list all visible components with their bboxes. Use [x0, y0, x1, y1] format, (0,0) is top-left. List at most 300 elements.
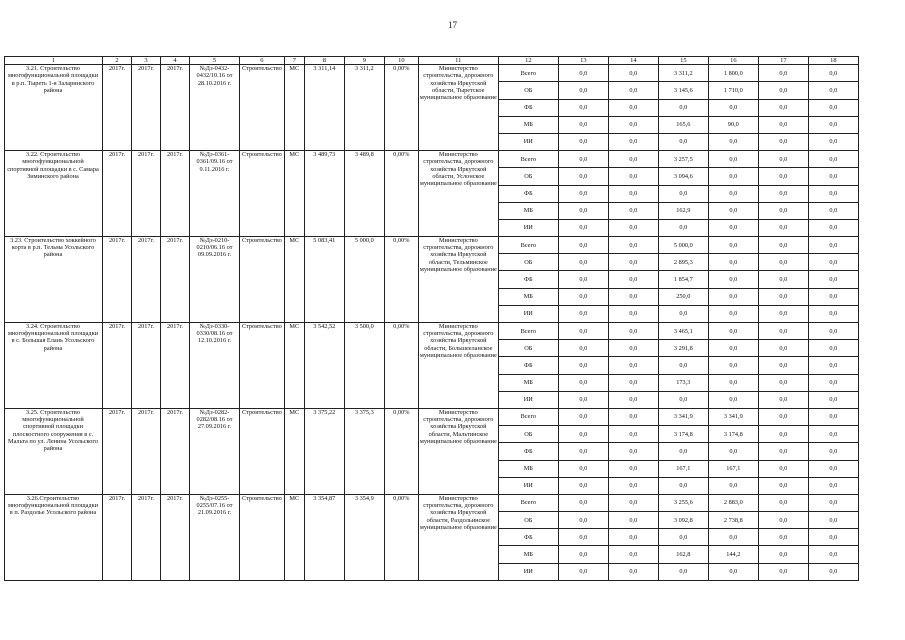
amount-cell: 0,0 [808, 546, 858, 563]
funding-source: ИИ [498, 477, 558, 494]
readiness-percent: 0,00% [384, 151, 418, 237]
amount-cell: 0,0 [758, 460, 808, 477]
amount-cell: 3 291,8 [658, 340, 708, 357]
amount-cell: 0,0 [758, 408, 808, 425]
amount-cell: 90,0 [708, 116, 758, 133]
amount-cell: 1 710,0 [708, 82, 758, 99]
amount-cell: 2 883,0 [708, 494, 758, 511]
funding-source: ИИ [498, 563, 558, 580]
amount-cell: 0,0 [608, 563, 658, 580]
amount-cell: 0,0 [708, 391, 758, 408]
amount-cell: 0,0 [608, 219, 658, 236]
column-header: 16 [708, 57, 758, 65]
funding-source: ОБ [498, 82, 558, 99]
amount-cell: 0,0 [608, 185, 658, 202]
expertise-conclusion: №Дз-0210-0210/06.16 от 09.09.2016 г. [190, 237, 240, 323]
column-header: 8 [304, 57, 344, 65]
status-cell: МС [284, 323, 304, 409]
amount-cell: 1 800,0 [708, 65, 758, 82]
estimated-cost: 3 354,87 [304, 494, 344, 580]
amount-cell: 0,0 [558, 254, 608, 271]
amount-cell: 3 257,5 [658, 151, 708, 168]
amount-cell: 0,0 [708, 357, 758, 374]
funding-source: ИИ [498, 305, 558, 322]
amount-cell: 0,0 [808, 529, 858, 546]
amount-cell: 0,0 [558, 512, 608, 529]
amount-cell: 0,0 [758, 563, 808, 580]
amount-cell: 0,0 [558, 219, 608, 236]
year-cell: 2017г. [132, 65, 161, 151]
limit-cell: 3 489,8 [344, 151, 384, 237]
year-cell: 2017г. [161, 408, 190, 494]
amount-cell: 0,0 [758, 494, 808, 511]
amount-cell: 3 341,9 [708, 408, 758, 425]
amount-cell: 0,0 [608, 374, 658, 391]
amount-cell: 0,0 [658, 305, 708, 322]
amount-cell: 0,0 [558, 237, 608, 254]
column-header: 18 [808, 57, 858, 65]
funding-source: Всего [498, 237, 558, 254]
amount-cell: 0,0 [708, 443, 758, 460]
limit-cell: 3 375,3 [344, 408, 384, 494]
object-name: 3.26.Строительство многофункциональной площадки в п. Раздолье Усольского района [5, 494, 103, 580]
amount-cell: 0,0 [558, 374, 608, 391]
funding-source: Всего [498, 494, 558, 511]
object-name: 3.21. Строительство многофункциональной площадки в р.п. Тыреть 1-я Заларинского района [5, 65, 103, 151]
work-type: Строительство [240, 65, 285, 151]
amount-cell: 0,0 [708, 305, 758, 322]
amount-cell: 0,0 [558, 460, 608, 477]
amount-cell: 0,0 [658, 133, 708, 150]
status-cell: МС [284, 494, 304, 580]
amount-cell: 0,0 [558, 529, 608, 546]
funding-source: МБ [498, 202, 558, 219]
amount-cell: 0,0 [708, 237, 758, 254]
amount-cell: 0,0 [758, 340, 808, 357]
amount-cell: 0,0 [808, 460, 858, 477]
amount-cell: 3 174,8 [708, 426, 758, 443]
amount-cell: 0,0 [708, 151, 758, 168]
estimated-cost: 3 542,52 [304, 323, 344, 409]
amount-cell: 2 738,8 [708, 512, 758, 529]
year-cell: 2017г. [132, 494, 161, 580]
funding-source: МБ [498, 374, 558, 391]
amount-cell: 0,0 [808, 65, 858, 82]
amount-cell: 0,0 [708, 99, 758, 116]
amount-cell: 0,0 [558, 271, 608, 288]
amount-cell: 0,0 [758, 512, 808, 529]
funding-source: ФБ [498, 99, 558, 116]
amount-cell: 3 094,6 [658, 168, 708, 185]
header-row [5, 57, 859, 65]
estimated-cost: 3 489,73 [304, 151, 344, 237]
amount-cell: 0,0 [758, 219, 808, 236]
status-cell: МС [284, 408, 304, 494]
funding-source: ФБ [498, 357, 558, 374]
year-cell: 2017г. [161, 494, 190, 580]
estimated-cost: 3 311,14 [304, 65, 344, 151]
amount-cell: 0,0 [758, 99, 808, 116]
amount-cell: 0,0 [758, 254, 808, 271]
funding-source: ИИ [498, 219, 558, 236]
amount-cell: 0,0 [608, 323, 658, 340]
funding-source: МБ [498, 546, 558, 563]
amount-cell: 0,0 [758, 323, 808, 340]
amount-cell: 0,0 [758, 237, 808, 254]
funding-source: ОБ [498, 426, 558, 443]
amount-cell: 0,0 [708, 323, 758, 340]
work-type: Строительство [240, 237, 285, 323]
column-header: 6 [240, 57, 285, 65]
amount-cell: 3 255,6 [658, 494, 708, 511]
readiness-percent: 0,00% [384, 323, 418, 409]
amount-cell: 0,0 [658, 563, 708, 580]
funding-source: ОБ [498, 340, 558, 357]
column-header: 5 [190, 57, 240, 65]
amount-cell: 0,0 [708, 529, 758, 546]
amount-cell: 0,0 [758, 374, 808, 391]
amount-cell: 0,0 [558, 133, 608, 150]
amount-cell: 0,0 [558, 391, 608, 408]
amount-cell: 0,0 [658, 99, 708, 116]
amount-cell: 0,0 [558, 357, 608, 374]
amount-cell: 0,0 [808, 202, 858, 219]
expertise-conclusion: №Дз-0255-0255/07.16 от 21.09.2016 г. [190, 494, 240, 580]
column-header: 11 [418, 57, 498, 65]
work-type: Строительство [240, 494, 285, 580]
year-cell: 2017г. [103, 65, 132, 151]
amount-cell: 0,0 [808, 426, 858, 443]
funding-source: МБ [498, 288, 558, 305]
estimated-cost: 5 083,41 [304, 237, 344, 323]
expertise-conclusion: №Дз-0361-0361/09.16 от 9.11.2016 г. [190, 151, 240, 237]
amount-cell: 0,0 [758, 168, 808, 185]
amount-cell: 3 174,8 [658, 426, 708, 443]
amount-cell: 0,0 [808, 168, 858, 185]
amount-cell: 0,0 [608, 271, 658, 288]
amount-cell: 0,0 [558, 65, 608, 82]
readiness-percent: 0,00% [384, 408, 418, 494]
amount-cell: 0,0 [708, 374, 758, 391]
amount-cell: 0,0 [608, 151, 658, 168]
year-cell: 2017г. [132, 323, 161, 409]
funding-source: ФБ [498, 443, 558, 460]
amount-cell: 0,0 [758, 271, 808, 288]
amount-cell: 0,0 [758, 357, 808, 374]
amount-cell: 0,0 [808, 271, 858, 288]
amount-cell: 0,0 [758, 443, 808, 460]
amount-cell: 0,0 [808, 185, 858, 202]
status-cell: МС [284, 151, 304, 237]
amount-cell: 0,0 [808, 254, 858, 271]
amount-cell: 1 854,7 [658, 271, 708, 288]
amount-cell: 0,0 [608, 426, 658, 443]
funding-source: Всего [498, 408, 558, 425]
amount-cell: 5 000,0 [658, 237, 708, 254]
amount-cell: 0,0 [758, 546, 808, 563]
amount-cell: 0,0 [558, 168, 608, 185]
amount-cell: 167,1 [708, 460, 758, 477]
limit-cell: 3 500,0 [344, 323, 384, 409]
funding-source: ОБ [498, 168, 558, 185]
status-cell: МС [284, 65, 304, 151]
amount-cell: 0,0 [608, 288, 658, 305]
amount-cell: 0,0 [808, 323, 858, 340]
amount-cell: 0,0 [758, 391, 808, 408]
amount-cell: 0,0 [558, 82, 608, 99]
amount-cell: 3 145,6 [658, 82, 708, 99]
column-header: 1 [5, 57, 103, 65]
amount-cell: 0,0 [808, 237, 858, 254]
responsible-agency: Министерство строительства, дорожного хозяйства Иркутской области, Тельминское муниципальное образование [418, 237, 498, 323]
year-cell: 2017г. [132, 151, 161, 237]
responsible-agency: Министерство строительства, дорожного хозяйства Иркутской области, Тыретское муниципальное образование [418, 65, 498, 151]
amount-cell: 0,0 [608, 99, 658, 116]
work-type: Строительство [240, 151, 285, 237]
amount-cell: 0,0 [758, 151, 808, 168]
column-header: 10 [384, 57, 418, 65]
amount-cell: 0,0 [608, 168, 658, 185]
amount-cell: 0,0 [608, 357, 658, 374]
amount-cell: 3 311,2 [658, 65, 708, 82]
amount-cell: 0,0 [708, 563, 758, 580]
year-cell: 2017г. [103, 151, 132, 237]
work-type: Строительство [240, 323, 285, 409]
amount-cell: 0,0 [608, 443, 658, 460]
amount-cell: 3 092,8 [658, 512, 708, 529]
amount-cell: 0,0 [758, 529, 808, 546]
status-cell: МС [284, 237, 304, 323]
amount-cell: 0,0 [808, 391, 858, 408]
funding-source: ФБ [498, 185, 558, 202]
amount-cell: 0,0 [558, 426, 608, 443]
amount-cell: 162,9 [658, 202, 708, 219]
amount-cell: 0,0 [658, 391, 708, 408]
limit-cell: 5 000,0 [344, 237, 384, 323]
amount-cell: 0,0 [608, 512, 658, 529]
table-row [5, 151, 859, 168]
object-name: 3.23. Строительство хоккейного корта в р.п. Тельма Усольского района [5, 237, 103, 323]
amount-cell: 0,0 [658, 443, 708, 460]
amount-cell: 0,0 [558, 99, 608, 116]
object-name: 3.22. Строительство многофункциональной спортивной площадки в с. Самара Зиминского района [5, 151, 103, 237]
object-name: 3.25. Строительство многофункциональной спортивной площадки плоскостного сооружения в с. Мальта по ул. Ленина Усольского района [5, 408, 103, 494]
amount-cell: 0,0 [558, 443, 608, 460]
amount-cell: 0,0 [808, 512, 858, 529]
amount-cell: 0,0 [708, 477, 758, 494]
amount-cell: 173,3 [658, 374, 708, 391]
table-row [5, 408, 859, 425]
amount-cell: 0,0 [558, 151, 608, 168]
year-cell: 2017г. [103, 323, 132, 409]
responsible-agency: Министерство строительства, дорожного хозяйства Иркутской области, Услонское муниципальное образование [418, 151, 498, 237]
amount-cell: 0,0 [808, 99, 858, 116]
amount-cell: 0,0 [558, 288, 608, 305]
funding-source: ИИ [498, 391, 558, 408]
amount-cell: 0,0 [758, 116, 808, 133]
amount-cell: 0,0 [808, 494, 858, 511]
amount-cell: 0,0 [608, 340, 658, 357]
column-header: 9 [344, 57, 384, 65]
amount-cell: 0,0 [558, 477, 608, 494]
amount-cell: 0,0 [758, 305, 808, 322]
amount-cell: 0,0 [808, 133, 858, 150]
funding-source: ОБ [498, 512, 558, 529]
amount-cell: 0,0 [608, 408, 658, 425]
amount-cell: 0,0 [808, 305, 858, 322]
funding-source: МБ [498, 116, 558, 133]
limit-cell: 3 311,2 [344, 65, 384, 151]
amount-cell: 0,0 [808, 563, 858, 580]
amount-cell: 0,0 [758, 65, 808, 82]
responsible-agency: Министерство строительства, дорожного хозяйства Иркутской области, Мальтинское муниципальное образование [418, 408, 498, 494]
funding-source: ИИ [498, 133, 558, 150]
amount-cell: 0,0 [808, 288, 858, 305]
amount-cell: 0,0 [608, 529, 658, 546]
amount-cell: 0,0 [808, 219, 858, 236]
amount-cell: 0,0 [658, 529, 708, 546]
amount-cell: 144,2 [708, 546, 758, 563]
amount-cell: 0,0 [608, 391, 658, 408]
amount-cell: 0,0 [558, 546, 608, 563]
amount-cell: 0,0 [708, 254, 758, 271]
year-cell: 2017г. [132, 408, 161, 494]
amount-cell: 0,0 [708, 185, 758, 202]
funding-source: ФБ [498, 271, 558, 288]
amount-cell: 165,6 [658, 116, 708, 133]
page-number: 17 [448, 20, 457, 30]
amount-cell: 0,0 [558, 185, 608, 202]
amount-cell: 162,8 [658, 546, 708, 563]
year-cell: 2017г. [103, 494, 132, 580]
amount-cell: 0,0 [808, 82, 858, 99]
funding-source: ФБ [498, 529, 558, 546]
amount-cell: 0,0 [708, 288, 758, 305]
amount-cell: 0,0 [758, 288, 808, 305]
funding-source: Всего [498, 151, 558, 168]
budget-table [4, 56, 859, 581]
expertise-conclusion: №Дз-0282-0282/08.16 от 27.09.2016 г. [190, 408, 240, 494]
amount-cell: 0,0 [708, 340, 758, 357]
column-header: 15 [658, 57, 708, 65]
object-name: 3.24. Строительство многофункциональной площадки в с. Большая Елань Усольского района [5, 323, 103, 409]
table-row [5, 65, 859, 82]
amount-cell: 0,0 [608, 237, 658, 254]
amount-cell: 0,0 [758, 202, 808, 219]
amount-cell: 2 895,3 [658, 254, 708, 271]
table-row [5, 494, 859, 511]
amount-cell: 0,0 [558, 494, 608, 511]
funding-source: МБ [498, 460, 558, 477]
amount-cell: 0,0 [608, 460, 658, 477]
column-header: 17 [758, 57, 808, 65]
amount-cell: 0,0 [708, 168, 758, 185]
amount-cell: 0,0 [608, 202, 658, 219]
amount-cell: 0,0 [558, 116, 608, 133]
amount-cell: 3 465,1 [658, 323, 708, 340]
amount-cell: 0,0 [558, 408, 608, 425]
amount-cell: 0,0 [558, 323, 608, 340]
amount-cell: 0,0 [558, 202, 608, 219]
amount-cell: 0,0 [558, 305, 608, 322]
expertise-conclusion: №Дз-0432-0432/10.16 от 28.10.2016 г. [190, 65, 240, 151]
table-row [5, 323, 859, 340]
amount-cell: 0,0 [708, 271, 758, 288]
amount-cell: 0,0 [608, 133, 658, 150]
column-header: 14 [608, 57, 658, 65]
amount-cell: 0,0 [758, 133, 808, 150]
amount-cell: 0,0 [608, 494, 658, 511]
column-header: 13 [558, 57, 608, 65]
amount-cell: 0,0 [808, 340, 858, 357]
amount-cell: 3 341,9 [658, 408, 708, 425]
amount-cell: 0,0 [808, 477, 858, 494]
amount-cell: 0,0 [608, 477, 658, 494]
amount-cell: 0,0 [808, 374, 858, 391]
amount-cell: 0,0 [658, 477, 708, 494]
column-header: 12 [498, 57, 558, 65]
amount-cell: 0,0 [608, 82, 658, 99]
column-header: 4 [161, 57, 190, 65]
amount-cell: 0,0 [758, 426, 808, 443]
amount-cell: 0,0 [608, 254, 658, 271]
year-cell: 2017г. [161, 323, 190, 409]
amount-cell: 0,0 [658, 219, 708, 236]
amount-cell: 0,0 [758, 185, 808, 202]
column-header: 3 [132, 57, 161, 65]
amount-cell: 0,0 [658, 185, 708, 202]
amount-cell: 0,0 [608, 305, 658, 322]
amount-cell: 250,0 [658, 288, 708, 305]
amount-cell: 0,0 [808, 408, 858, 425]
amount-cell: 167,1 [658, 460, 708, 477]
column-header: 7 [284, 57, 304, 65]
responsible-agency: Министерство строительства, дорожного хозяйства Иркутской области, Большееланское муниципальное образование [418, 323, 498, 409]
year-cell: 2017г. [103, 237, 132, 323]
amount-cell: 0,0 [558, 340, 608, 357]
year-cell: 2017г. [161, 65, 190, 151]
amount-cell: 0,0 [708, 219, 758, 236]
year-cell: 2017г. [103, 408, 132, 494]
responsible-agency: Министерство строительства, дорожного хозяйства Иркутской области, Раздольинское муниципальное образование [418, 494, 498, 580]
readiness-percent: 0,00% [384, 65, 418, 151]
amount-cell: 0,0 [708, 133, 758, 150]
amount-cell: 0,0 [608, 65, 658, 82]
work-type: Строительство [240, 408, 285, 494]
amount-cell: 0,0 [608, 546, 658, 563]
funding-source: Всего [498, 65, 558, 82]
amount-cell: 0,0 [558, 563, 608, 580]
amount-cell: 0,0 [808, 151, 858, 168]
year-cell: 2017г. [132, 237, 161, 323]
estimated-cost: 3 375,22 [304, 408, 344, 494]
amount-cell: 0,0 [658, 357, 708, 374]
amount-cell: 0,0 [608, 116, 658, 133]
funding-source: ОБ [498, 254, 558, 271]
amount-cell: 0,0 [758, 82, 808, 99]
limit-cell: 3 354,9 [344, 494, 384, 580]
readiness-percent: 0,00% [384, 494, 418, 580]
amount-cell: 0,0 [808, 357, 858, 374]
readiness-percent: 0,00% [384, 237, 418, 323]
amount-cell: 0,0 [808, 116, 858, 133]
year-cell: 2017г. [161, 151, 190, 237]
table-row [5, 237, 859, 254]
amount-cell: 0,0 [708, 202, 758, 219]
amount-cell: 0,0 [758, 477, 808, 494]
funding-source: Всего [498, 323, 558, 340]
expertise-conclusion: №Дз-0330-0330/08.16 от 12.10.2016 г. [190, 323, 240, 409]
